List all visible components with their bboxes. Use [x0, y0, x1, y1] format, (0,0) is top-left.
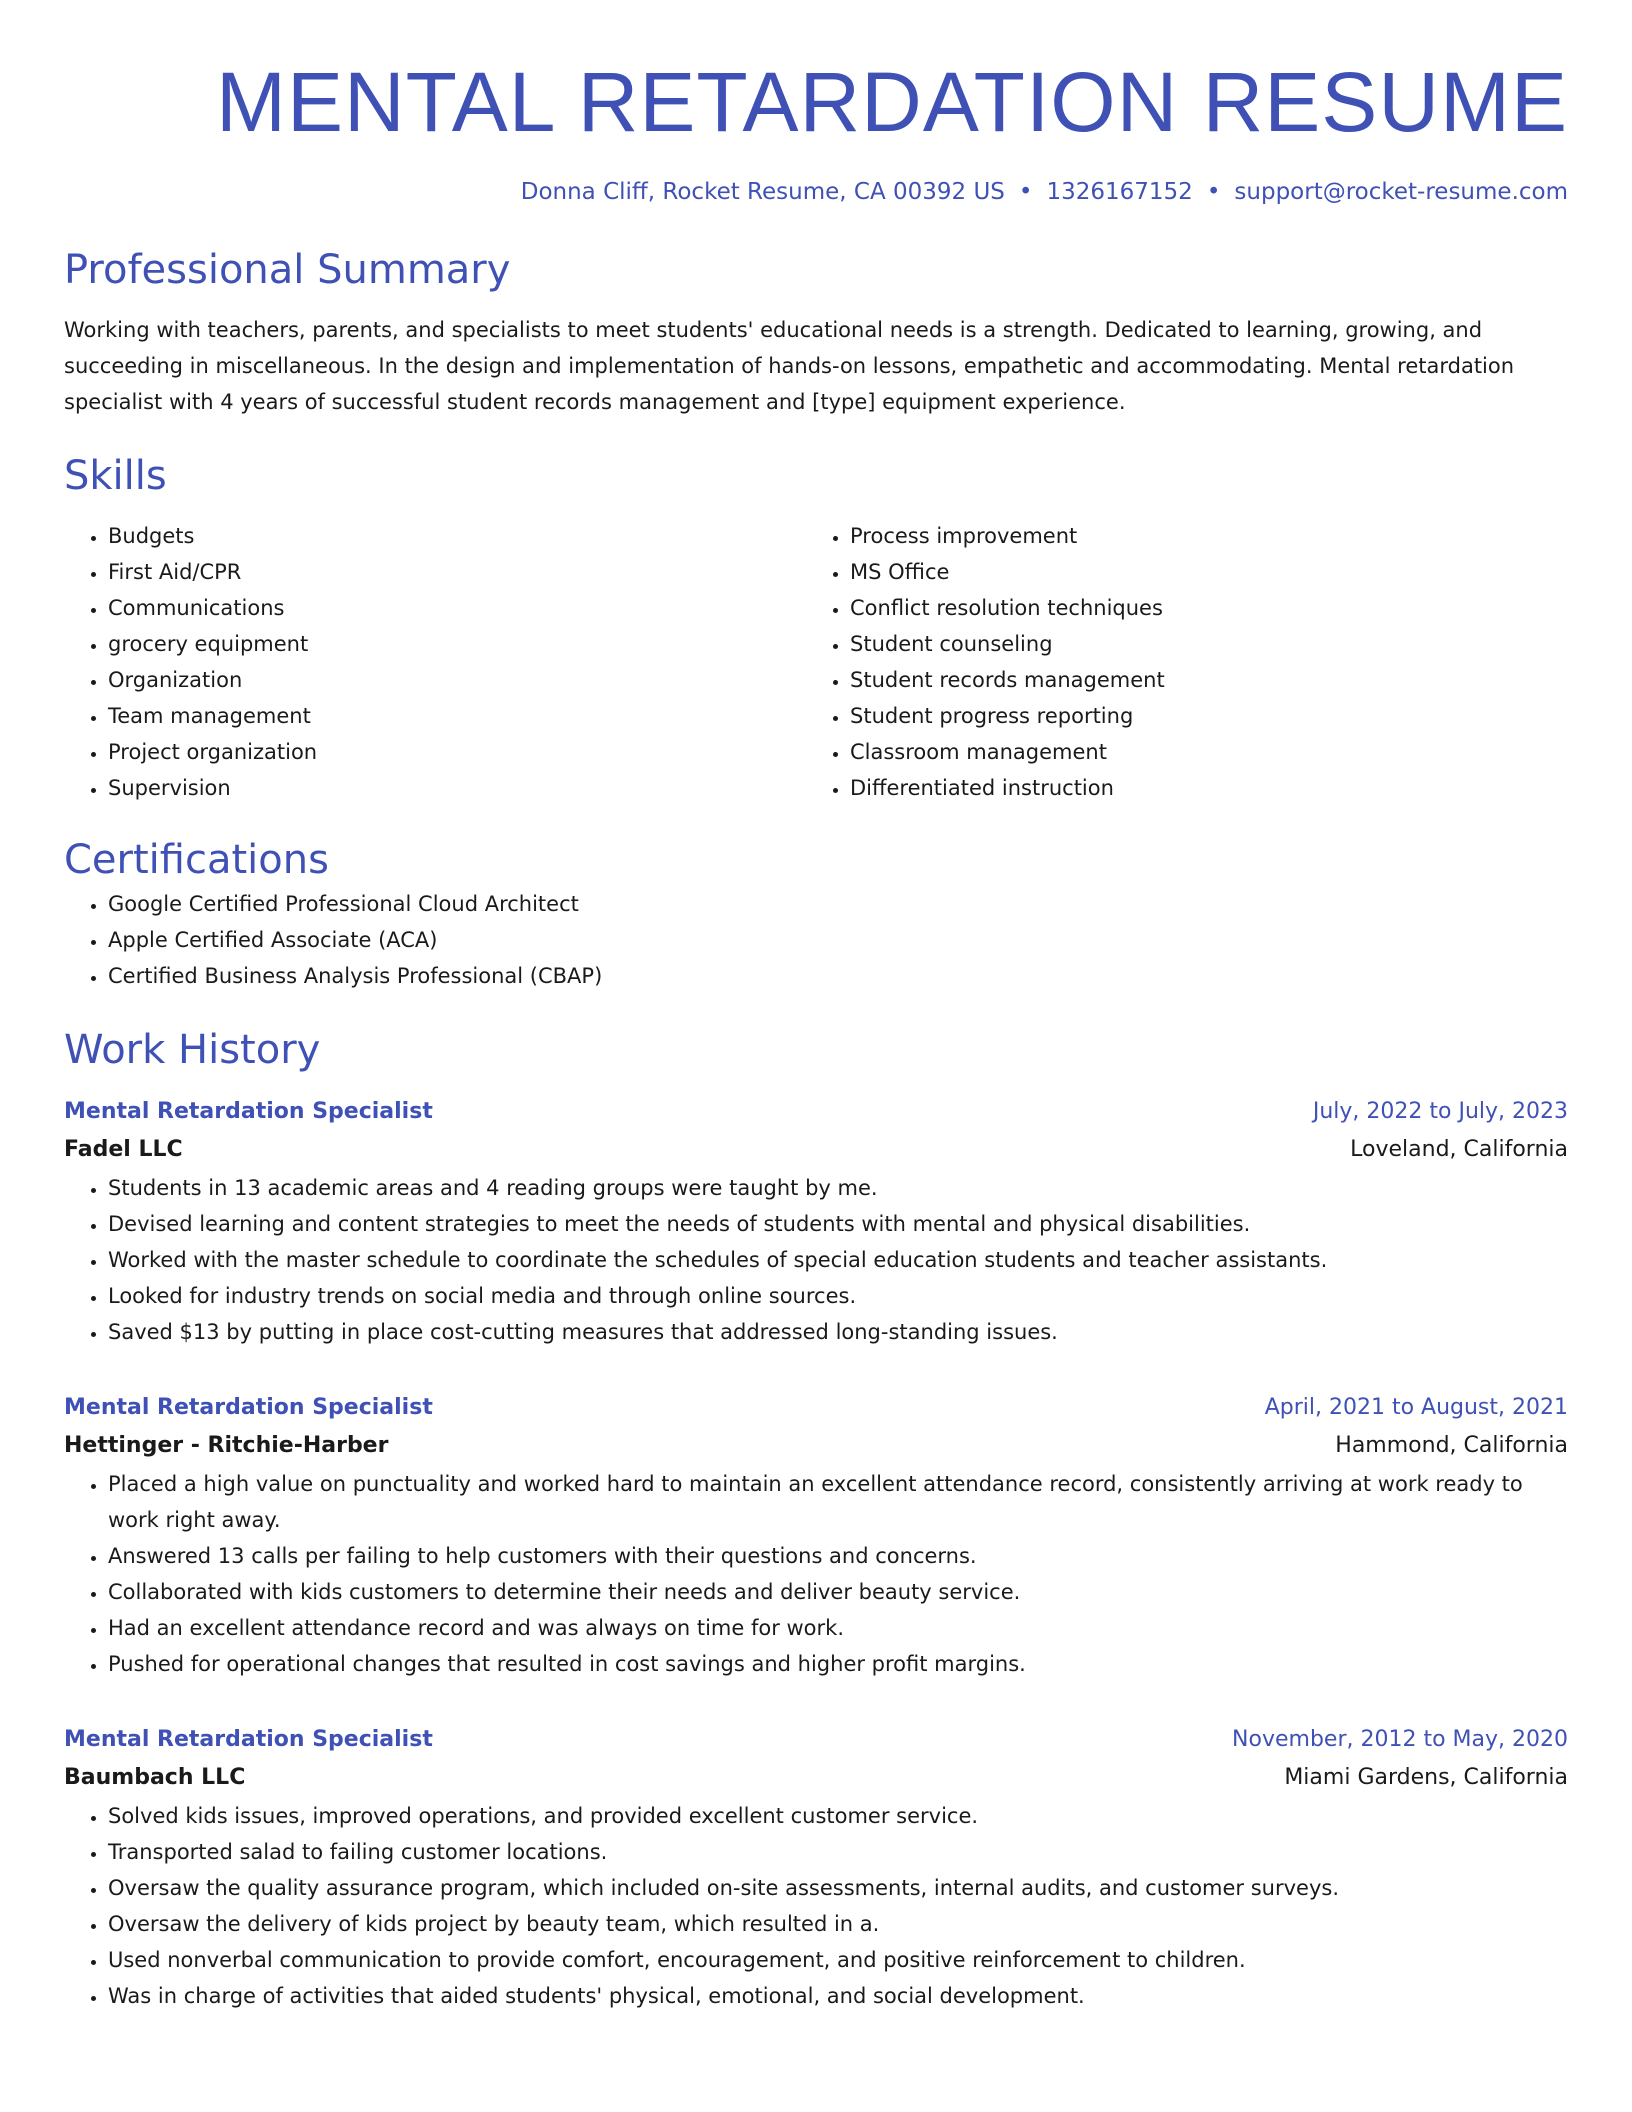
skills-heading: Skills	[64, 453, 167, 499]
job-title: Mental Retardation Specialist	[64, 1727, 433, 1752]
job-dates: July, 2022 to July, 2023	[1312, 1099, 1568, 1124]
job-duty: • Had an excellent attendance record and was always on time for work.	[108, 1610, 1568, 1646]
job-duty: • Answered 13 calls per failing to help customers with their questions and concerns.	[108, 1538, 1568, 1574]
summary-heading: Professional Summary	[64, 247, 511, 293]
job-duty: • Saved $13 by putting in place cost-cutting measures that addressed long-standing issues.	[108, 1314, 1568, 1350]
job-duty: • Looked for industry trends on social media and through online sources.	[108, 1278, 1568, 1314]
job-duty: • Oversaw the quality assurance program, which included on-site assessments, internal audits, and customer surveys.	[108, 1870, 1568, 1906]
contact-line	[64, 176, 1568, 208]
certifications-list	[64, 886, 1568, 994]
job-location: Loveland, California	[1350, 1137, 1568, 1162]
job-title-row	[64, 1390, 1568, 1426]
job-title-row	[64, 1722, 1568, 1758]
job-company: Baumbach LLC	[64, 1765, 246, 1790]
skill-item: • grocery equipment	[108, 626, 806, 662]
job-duty: • Collaborated with kids customers to determine their needs and deliver beauty service.	[108, 1574, 1568, 1610]
certification-item: • Certified Business Analysis Professional (CBAP)	[108, 958, 1568, 994]
certifications-heading: Certifications	[64, 837, 329, 883]
skill-item: • First Aid/CPR	[108, 554, 806, 590]
job-entry	[64, 1722, 1568, 2014]
skill-item: • Supervision	[108, 770, 806, 806]
certification-item: • Apple Certified Associate (ACA)	[108, 922, 1568, 958]
skills-column-right	[806, 518, 1548, 806]
work-history-heading: Work History	[64, 1027, 321, 1073]
skills-grid	[64, 518, 1568, 806]
job-company: Hettinger - Ritchie-Harber	[64, 1433, 389, 1458]
skill-item: • Communications	[108, 590, 806, 626]
contact-address: Donna Cliff, Rocket Resume, CA 00392 US	[520, 179, 1005, 205]
job-dates: April, 2021 to August, 2021	[1264, 1395, 1568, 1420]
summary-text: Working with teachers, parents, and specialists to meet students' educational needs is a strength. Dedicated to learning, growing, and succeeding in miscellaneous. In the design and implementation of hands-on lessons, empathetic and accommodating. Mental retardation specialist with 4 years of successful student records management and [type] equipment experience.	[64, 318, 1515, 414]
job-dates: November, 2012 to May, 2020	[1232, 1727, 1568, 1752]
job-title: Mental Retardation Specialist	[64, 1395, 433, 1420]
skills-list-right	[806, 518, 1548, 806]
resume-header	[64, 0, 1568, 208]
job-location: Hammond, California	[1335, 1433, 1568, 1458]
job-company-row	[64, 1758, 1568, 1798]
job-title-row	[64, 1094, 1568, 1130]
job-duty: • Placed a high value on punctuality and worked hard to maintain an excellent attendance record, consistently arriving at work ready to work right away.	[108, 1466, 1568, 1538]
skill-item: • Differentiated instruction	[850, 770, 1548, 806]
skill-item: • Student counseling	[850, 626, 1548, 662]
job-duty: • Oversaw the delivery of kids project by beauty team, which resulted in a.	[108, 1906, 1568, 1942]
contact-email: support@rocket-resume.com	[1234, 179, 1568, 205]
job-duties-list	[64, 1466, 1568, 1682]
skill-item: • MS Office	[850, 554, 1548, 590]
job-duty: • Students in 13 academic areas and 4 reading groups were taught by me.	[108, 1170, 1568, 1206]
contact-phone: 1326167152	[1046, 179, 1193, 205]
job-company-row	[64, 1426, 1568, 1466]
job-duty: • Used nonverbal communication to provide comfort, encouragement, and positive reinforcement to children.	[108, 1942, 1568, 1978]
skills-list-left	[64, 518, 806, 806]
resume-page	[64, 0, 1568, 2014]
skill-item: • Student progress reporting	[850, 698, 1548, 734]
job-entry	[64, 1094, 1568, 1350]
job-company-row	[64, 1130, 1568, 1170]
contact-separator: •	[1206, 179, 1221, 205]
contact-separator: •	[1018, 179, 1033, 205]
job-company: Fadel LLC	[64, 1137, 183, 1162]
job-entry	[64, 1390, 1568, 1682]
skill-item: • Student records management	[850, 662, 1548, 698]
job-duty: • Pushed for operational changes that resulted in cost savings and higher profit margins.	[108, 1646, 1568, 1682]
job-duty: • Transported salad to failing customer locations.	[108, 1834, 1568, 1870]
job-duty: • Worked with the master schedule to coordinate the schedules of special education students and teacher assistants.	[108, 1242, 1568, 1278]
skill-item: • Budgets	[108, 518, 806, 554]
skill-item: • Process improvement	[850, 518, 1548, 554]
job-duties-list	[64, 1170, 1568, 1350]
job-duties-list	[64, 1798, 1568, 2014]
skill-item: • Classroom management	[850, 734, 1548, 770]
resume-title: MENTAL RETARDATION RESUME	[216, 55, 1568, 149]
skills-column-left	[64, 518, 806, 806]
skill-item: • Organization	[108, 662, 806, 698]
job-duty: • Was in charge of activities that aided students' physical, emotional, and social development.	[108, 1978, 1568, 2014]
skill-item: • Team management	[108, 698, 806, 734]
job-duty: • Solved kids issues, improved operations, and provided excellent customer service.	[108, 1798, 1568, 1834]
job-location: Miami Gardens, California	[1284, 1765, 1568, 1790]
certification-item: • Google Certified Professional Cloud Architect	[108, 886, 1568, 922]
job-title: Mental Retardation Specialist	[64, 1099, 433, 1124]
job-duty: • Devised learning and content strategies to meet the needs of students with mental and physical disabilities.	[108, 1206, 1568, 1242]
skill-item: • Conflict resolution techniques	[850, 590, 1548, 626]
skill-item: • Project organization	[108, 734, 806, 770]
